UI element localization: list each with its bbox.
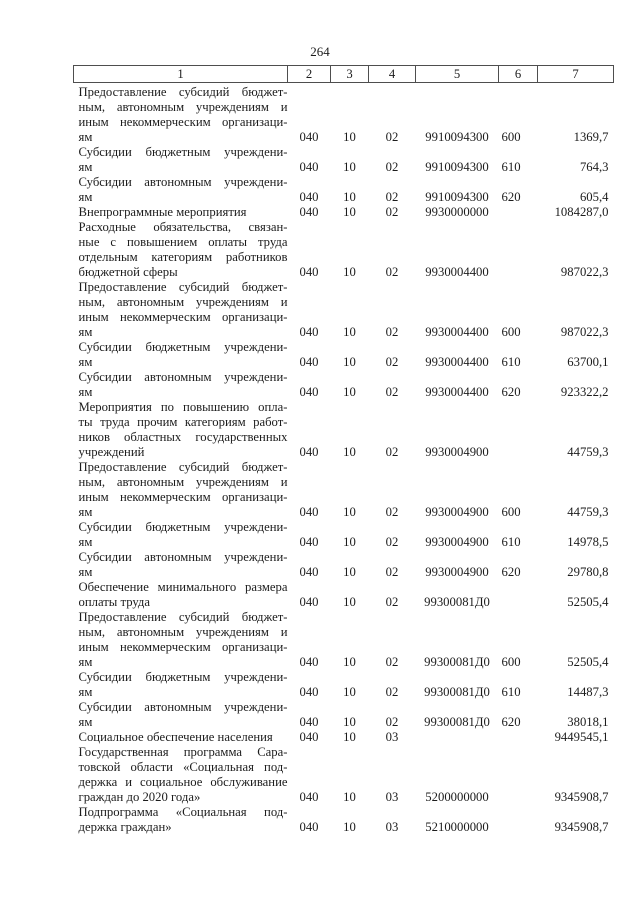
target-article-cell: 9930004400 xyxy=(425,355,489,369)
amount-cell: 987022,3 xyxy=(560,325,609,339)
grbs-code-cell: 040 xyxy=(299,205,319,219)
target-article-cell: 99300081Д0 xyxy=(424,685,490,699)
table-row xyxy=(74,580,614,610)
name-cell xyxy=(74,580,288,610)
row-name-line: ным, автономным учреждениям и xyxy=(78,295,288,309)
header-row xyxy=(74,66,614,83)
table-row xyxy=(74,610,614,670)
section-cell: 10 xyxy=(343,265,356,279)
expense-type-cell: 610 xyxy=(501,160,521,174)
subsection-cell: 02 xyxy=(385,355,399,369)
section-cell: 10 xyxy=(343,565,356,579)
section-cell: 10 xyxy=(343,445,356,459)
subsection-cell: 02 xyxy=(385,445,399,459)
row-name-line: ным, автономным учреждениям и xyxy=(78,625,288,639)
table-row xyxy=(74,280,614,340)
row-name-line: ям xyxy=(78,130,93,144)
row-name-line: отдельным категориям работников xyxy=(78,250,288,264)
row-name-line: Расходные обязательства, связан- xyxy=(78,220,288,234)
name-cell xyxy=(74,370,288,400)
target-article-cell: 9930004900 xyxy=(425,565,489,579)
row-name-line: ям xyxy=(78,355,93,369)
grbs-code-cell: 040 xyxy=(299,355,319,369)
row-name-line: ям xyxy=(78,655,93,669)
row-name-line: Субсидии бюджетным учреждени- xyxy=(78,145,288,159)
row-name-line: держка граждан» xyxy=(78,820,172,834)
target-article-cell: 9930004400 xyxy=(425,385,489,399)
subsection-cell: 02 xyxy=(385,385,399,399)
amount-cell: 1084287,0 xyxy=(554,205,609,219)
row-name-line: ям xyxy=(78,385,93,399)
row-name-line: бюджетной сферы xyxy=(78,265,178,279)
row-name-line: граждан до 2020 года» xyxy=(78,790,201,804)
target-article-cell: 9910094300 xyxy=(425,130,489,144)
section-cell: 10 xyxy=(343,685,356,699)
budget-table xyxy=(73,65,614,835)
column-header-3: 3 xyxy=(331,66,369,83)
grbs-code-cell: 040 xyxy=(299,445,319,459)
target-article-cell: 9930000000 xyxy=(425,205,489,219)
target-article-cell: 5210000000 xyxy=(425,820,489,834)
name-cell xyxy=(74,745,288,805)
section-cell: 10 xyxy=(343,595,356,609)
target-article-cell: 9910094300 xyxy=(425,190,489,204)
expense-type-cell: 620 xyxy=(501,715,521,729)
row-name-line: Предоставление субсидий бюджет- xyxy=(78,460,288,474)
name-cell xyxy=(74,280,288,340)
row-name-line: иным некоммерческим организаци- xyxy=(78,640,288,654)
row-name-line: ные с повышением оплаты труда xyxy=(78,235,288,249)
grbs-code-cell: 040 xyxy=(299,505,319,519)
table-header xyxy=(74,66,614,83)
row-name-line: Внепрограммные мероприятия xyxy=(78,205,247,219)
subsection-cell: 02 xyxy=(385,505,399,519)
expense-type-cell: 600 xyxy=(501,505,521,519)
name-cell xyxy=(74,145,288,175)
row-name-line: ям xyxy=(78,685,93,699)
grbs-code-cell: 040 xyxy=(299,655,319,669)
section-cell: 10 xyxy=(343,715,356,729)
target-article-cell: 9910094300 xyxy=(425,160,489,174)
grbs-code-cell: 040 xyxy=(299,535,319,549)
amount-cell: 1369,7 xyxy=(573,130,609,144)
row-name-line: ям xyxy=(78,325,93,339)
subsection-cell: 02 xyxy=(385,160,399,174)
grbs-code-cell: 040 xyxy=(299,565,319,579)
row-name-line: Государственная программа Сара- xyxy=(78,745,288,759)
target-article-cell: 9930004900 xyxy=(425,445,489,459)
page-number: 264 xyxy=(310,44,330,59)
target-article-cell: 99300081Д0 xyxy=(424,595,490,609)
table-row xyxy=(74,745,614,805)
expense-type-cell xyxy=(499,580,538,610)
amount-cell: 14978,5 xyxy=(567,535,609,549)
subsection-cell: 03 xyxy=(385,820,399,834)
amount-cell: 9345908,7 xyxy=(554,790,609,804)
section-cell: 10 xyxy=(343,820,356,834)
target-article-cell: 99300081Д0 xyxy=(424,655,490,669)
target-article-cell xyxy=(416,730,499,745)
table-row xyxy=(74,805,614,835)
table-row xyxy=(74,550,614,580)
table-body xyxy=(74,83,614,836)
subsection-cell: 02 xyxy=(385,190,399,204)
table-row xyxy=(74,370,614,400)
section-cell: 10 xyxy=(343,190,356,204)
table-row xyxy=(74,175,614,205)
section-cell: 10 xyxy=(343,205,356,219)
amount-cell: 52505,4 xyxy=(567,655,609,669)
target-article-cell: 5200000000 xyxy=(425,790,489,804)
row-name-line: Обеспечение минимального размера xyxy=(78,580,288,594)
row-name-line: ям xyxy=(78,565,93,579)
amount-cell: 38018,1 xyxy=(567,715,609,729)
subsection-cell: 02 xyxy=(385,130,399,144)
subsection-cell: 02 xyxy=(385,265,399,279)
expense-type-cell: 600 xyxy=(501,130,521,144)
subsection-cell: 03 xyxy=(385,730,399,744)
name-cell xyxy=(74,670,288,700)
grbs-code-cell: 040 xyxy=(299,730,319,744)
name-cell xyxy=(74,700,288,730)
grbs-code-cell: 040 xyxy=(299,265,319,279)
section-cell: 10 xyxy=(343,355,356,369)
expense-type-cell xyxy=(499,205,538,220)
amount-cell: 14487,3 xyxy=(567,685,609,699)
expense-type-cell: 620 xyxy=(501,385,521,399)
row-name-line: Подпрограмма «Социальная под- xyxy=(78,805,288,819)
section-cell: 10 xyxy=(343,160,356,174)
name-cell xyxy=(74,520,288,550)
amount-cell: 9449545,1 xyxy=(554,730,609,744)
row-name-line: ям xyxy=(78,505,93,519)
row-name-line: учреждений xyxy=(78,445,145,459)
amount-cell: 52505,4 xyxy=(567,595,609,609)
name-cell xyxy=(74,340,288,370)
subsection-cell: 02 xyxy=(385,205,399,219)
expense-type-cell: 600 xyxy=(501,655,521,669)
name-cell xyxy=(74,175,288,205)
column-header-5: 5 xyxy=(416,66,499,83)
section-cell: 10 xyxy=(343,655,356,669)
target-article-cell: 9930004900 xyxy=(425,505,489,519)
row-name-line: оплаты труда xyxy=(78,595,151,609)
section-cell: 10 xyxy=(343,730,356,744)
target-article-cell: 9930004900 xyxy=(425,535,489,549)
name-cell xyxy=(74,610,288,670)
grbs-code-cell: 040 xyxy=(299,595,319,609)
row-name-line: Субсидии бюджетным учреждени- xyxy=(78,520,288,534)
subsection-cell: 02 xyxy=(385,685,399,699)
name-cell xyxy=(74,550,288,580)
grbs-code-cell: 040 xyxy=(299,820,319,834)
amount-cell: 987022,3 xyxy=(560,265,609,279)
column-header-2: 2 xyxy=(288,66,331,83)
row-name-line: ям xyxy=(78,535,93,549)
amount-cell: 44759,3 xyxy=(567,505,609,519)
name-cell xyxy=(74,83,288,146)
table-row xyxy=(74,460,614,520)
row-name-line: Субсидии бюджетным учреждени- xyxy=(78,670,288,684)
amount-cell: 29780,8 xyxy=(567,565,609,579)
grbs-code-cell: 040 xyxy=(299,385,319,399)
name-cell xyxy=(74,220,288,280)
section-cell: 10 xyxy=(343,790,356,804)
expense-type-cell: 620 xyxy=(501,190,521,204)
table-row xyxy=(74,205,614,220)
row-name-line: Мероприятия по повышению опла- xyxy=(78,400,288,414)
grbs-code-cell: 040 xyxy=(299,715,319,729)
row-name-line: Субсидии автономным учреждени- xyxy=(78,175,288,189)
row-name-line: иным некоммерческим организаци- xyxy=(78,310,288,324)
table-row xyxy=(74,145,614,175)
expense-type-cell: 610 xyxy=(501,535,521,549)
row-name-line: Субсидии бюджетным учреждени- xyxy=(78,340,288,354)
grbs-code-cell: 040 xyxy=(299,160,319,174)
target-article-cell: 9930004400 xyxy=(425,265,489,279)
column-header-6: 6 xyxy=(499,66,538,83)
target-article-cell: 9930004400 xyxy=(425,325,489,339)
expense-type-cell xyxy=(499,730,538,745)
row-name-line: ты труда прочим категориям работ- xyxy=(78,415,288,429)
row-name-line: ников областных государственных xyxy=(78,430,288,444)
subsection-cell: 03 xyxy=(385,790,399,804)
section-cell: 10 xyxy=(343,535,356,549)
name-cell xyxy=(74,730,288,745)
name-cell xyxy=(74,400,288,460)
grbs-code-cell: 040 xyxy=(299,325,319,339)
section-cell: 10 xyxy=(343,505,356,519)
table-row xyxy=(74,700,614,730)
subsection-cell: 02 xyxy=(385,325,399,339)
row-name-line: иным некоммерческим организаци- xyxy=(78,115,288,129)
subsection-cell: 02 xyxy=(385,595,399,609)
row-name-line: Субсидии автономным учреждени- xyxy=(78,370,288,384)
target-article-cell: 99300081Д0 xyxy=(424,715,490,729)
row-name-line: иным некоммерческим организаци- xyxy=(78,490,288,504)
table-row xyxy=(74,220,614,280)
amount-cell: 764,3 xyxy=(579,160,609,174)
amount-cell: 923322,2 xyxy=(560,385,609,399)
amount-cell: 63700,1 xyxy=(567,355,609,369)
section-cell: 10 xyxy=(343,130,356,144)
name-cell xyxy=(74,460,288,520)
subsection-cell: 02 xyxy=(385,715,399,729)
table-row xyxy=(74,400,614,460)
expense-type-cell: 620 xyxy=(501,565,521,579)
grbs-code-cell: 040 xyxy=(299,190,319,204)
row-name-line: Субсидии автономным учреждени- xyxy=(78,550,288,564)
grbs-code-cell: 040 xyxy=(299,790,319,804)
expense-type-cell: 610 xyxy=(501,685,521,699)
name-cell xyxy=(74,805,288,835)
row-name-line: ям xyxy=(78,160,93,174)
expense-type-cell xyxy=(499,745,538,805)
expense-type-cell xyxy=(499,805,538,835)
expense-type-cell: 600 xyxy=(501,325,521,339)
row-name-line: держка и социальное обслуживание xyxy=(78,775,288,789)
column-header-7: 7 xyxy=(538,66,614,83)
row-name-line: Предоставление субсидий бюджет- xyxy=(78,85,288,99)
expense-type-cell xyxy=(499,400,538,460)
column-header-4: 4 xyxy=(369,66,416,83)
table-row xyxy=(74,340,614,370)
row-name-line: Субсидии автономным учреждени- xyxy=(78,700,288,714)
section-cell: 10 xyxy=(343,385,356,399)
expense-type-cell: 610 xyxy=(501,355,521,369)
amount-cell: 44759,3 xyxy=(567,445,609,459)
table-row xyxy=(74,730,614,745)
row-name-line: ям xyxy=(78,190,93,204)
row-name-line: Социальное обеспечение населения xyxy=(78,730,273,744)
row-name-line: ным, автономным учреждениям и xyxy=(78,100,288,114)
grbs-code-cell: 040 xyxy=(299,130,319,144)
section-cell: 10 xyxy=(343,325,356,339)
row-name-line: Предоставление субсидий бюджет- xyxy=(78,610,288,624)
table-row xyxy=(74,520,614,550)
table-row xyxy=(74,670,614,700)
subsection-cell: 02 xyxy=(385,535,399,549)
subsection-cell: 02 xyxy=(385,565,399,579)
amount-cell: 605,4 xyxy=(579,190,609,204)
row-name-line: ным, автономным учреждениям и xyxy=(78,475,288,489)
subsection-cell: 02 xyxy=(385,655,399,669)
grbs-code-cell: 040 xyxy=(299,685,319,699)
expense-type-cell xyxy=(499,220,538,280)
column-header-1: 1 xyxy=(74,66,288,83)
row-name-line: товской области «Социальная под- xyxy=(78,760,288,774)
row-name-line: ям xyxy=(78,715,93,729)
table-row xyxy=(74,83,614,146)
name-cell xyxy=(74,205,288,220)
amount-cell: 9345908,7 xyxy=(554,820,609,834)
row-name-line: Предоставление субсидий бюджет- xyxy=(78,280,288,294)
